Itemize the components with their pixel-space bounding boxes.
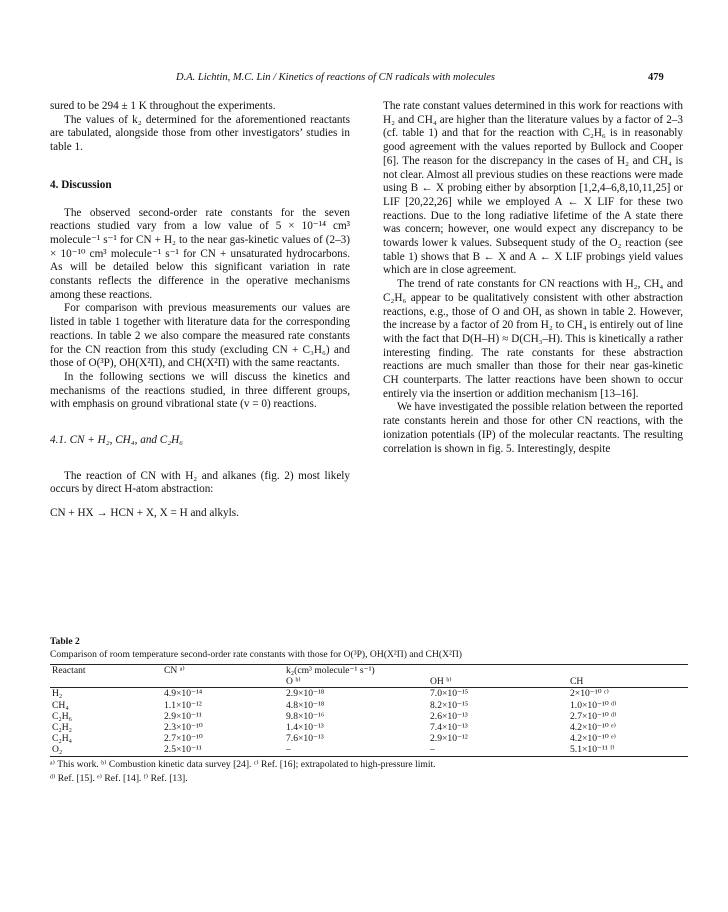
header-oh: OH ᵇ⁾ [430, 676, 452, 688]
header-ch: CH [570, 676, 584, 688]
table-row: C₂H₆ 2.9×10⁻¹¹ 9.8×10⁻¹⁶ 2.6×10⁻¹³ 2.7×10⁻¹⁰ ᵈ⁾ [52, 710, 617, 722]
page-number: 479 [648, 72, 664, 83]
paragraph: The observed second-order rate constants for the seven reactions studied vary from a low value of 5 × 10⁻¹⁴ cm³ molecule⁻¹ s⁻¹ for CN + H₂ to the near gas-kinetic values of (2–3) × 10⁻¹⁰ cm³ molecule⁻¹ s⁻¹ for CN + unsaturated hydrocarbons. As will be detailed below this significant variation in rate constants reflects the difference in the operative mechanisms among these reactions. [50, 206, 350, 301]
subsection-heading: 4.1. CN + H₂, CH₄, and C₂H₆ [50, 434, 184, 447]
running-title: D.A. Lichtin, M.C. Lin / Kinetics of reactions of CN radicals with molecules [176, 72, 495, 83]
paragraph: The reaction of CN with H₂ and alkanes (fig. 2) most likely occurs by direct H-atom abstraction: [50, 469, 350, 496]
table-row: H₂ 4.9×10⁻¹⁴ 2.9×10⁻¹⁸ 7.0×10⁻¹⁵ 2×10⁻¹⁰ ᶜ⁾ [52, 688, 609, 700]
table-2 [50, 636, 688, 785]
paragraph: The rate constant values determined in this work for reactions with H₂ and CH₄ are higher than the literature values by a factor of 2–3 (cf. table 1) and that for the reaction with C₂H₆ is in reasonably good agreement with the values reported by Bullock and Cooper [6]. The reason for the discrepancy in the cases of H₂ and CH₄ is not clear. Almost all previous studies on these reactions were made using B ← X probing either by absorption [1,2,4–6,8,10,11,25] or LIF [20,22,26] while we employed A ← X LIF for these two reactions. Due to the long radiative lifetime of the A state there was concern; however, one would expect any discrepancy to be towards lower k values. Subsequent study of the O₂ reaction (see table 1) shows that B ← X and A ← X LIF probings yield values which are in close agreement. [383, 100, 683, 277]
left-column [50, 100, 350, 521]
header-reactant: Reactant [52, 665, 86, 676]
table-row: CH₄ 1.1×10⁻¹² 4.8×10⁻¹⁸ 8.2×10⁻¹⁵ 1.0×10⁻¹⁰ ᵈ⁾ [52, 699, 617, 711]
paragraph: The values of k₂ determined for the aforementioned reactants are tabulated, alongside those from other investigators’ studies in table 1. [50, 113, 350, 154]
paragraph: In the following sections we will discuss the kinetics and mechanisms of the reactions studied, in three different groups, with emphasis on ground vibrational state (v = 0) reactions. [50, 370, 350, 411]
table-caption: Comparison of room temperature second-order rate constants with those for O(³P), OH(X²Π) and CH(X²Π) [50, 649, 462, 660]
table-row: O₂ 2.5×10⁻¹¹ – – 5.1×10⁻¹¹ ᶠ⁾ [50, 744, 688, 756]
paragraph: For comparison with previous measurements our values are listed in table 1 together with literature data for the corresponding reactions. In table 2 we also compare the measured rate constants for the CN reaction from this study (excluding CN + C₃H₆) and those of O(³P), OH(X²Π), and CH(X²Π) with the same reactants. [50, 302, 350, 370]
equation: CN + HX → HCN + X, X = H and alkyls. [50, 507, 239, 520]
right-column [383, 100, 683, 456]
header-k2: k₂(cm³ molecule⁻¹ s⁻¹) [286, 665, 375, 676]
paragraph: The trend of rate constants for CN reactions with H₂, CH₄ and C₂H₆ appear to be qualitatively consistent with other abstraction reactions, e.g., those of O and OH, as shown in table 2. However, the increase by a factor of 20 from H₂ to CH₄ is entirely out of line with the fact that D(H–H) ≈ D(CH₃–H). This is kinetically a rather interesting finding. The rate constants for these abstraction reactions are much smaller than those for their near gas-kinetic CH counterparts. The latter reactions have been shown to occur entirely via the insertion or addition mechanism [13–16]. [383, 278, 683, 400]
rate-table [50, 664, 688, 757]
table-label: Table 2 [50, 636, 80, 647]
table-footnote: ᵃ⁾ This work. ᵇ⁾ Combustion kinetic data survey [24]. ᶜ⁾ Ref. [16]; extrapolated to high-pressure limit. [50, 758, 436, 770]
table-row: C₂H₄ 2.7×10⁻¹⁰ 7.6×10⁻¹³ 2.9×10⁻¹² 4.2×10⁻¹⁰ ᵉ⁾ [52, 733, 616, 745]
table-footnote: ᵈ⁾ Ref. [15]. ᵉ⁾ Ref. [14]. ᶠ⁾ Ref. [13]. [50, 772, 188, 784]
header-cn: CN ᵃ⁾ [164, 665, 185, 676]
table-row: C₂H₂ 2.3×10⁻¹⁰ 1.4×10⁻¹³ 7.4×10⁻¹³ 4.2×10⁻¹⁰ ᵉ⁾ [52, 722, 616, 734]
header-o: O ᵇ⁾ [286, 676, 301, 688]
paragraph: We have investigated the possible relation between the reported rate constants herein and those for other CN reactions, with the ionization potentials (IP) of the molecular reactants. The resulting correlation is shown in fig. 5. Interestingly, despite [383, 401, 683, 455]
paragraph: sured to be 294 ± 1 K throughout the experiments. [50, 100, 276, 112]
section-heading: 4. Discussion [50, 178, 112, 191]
